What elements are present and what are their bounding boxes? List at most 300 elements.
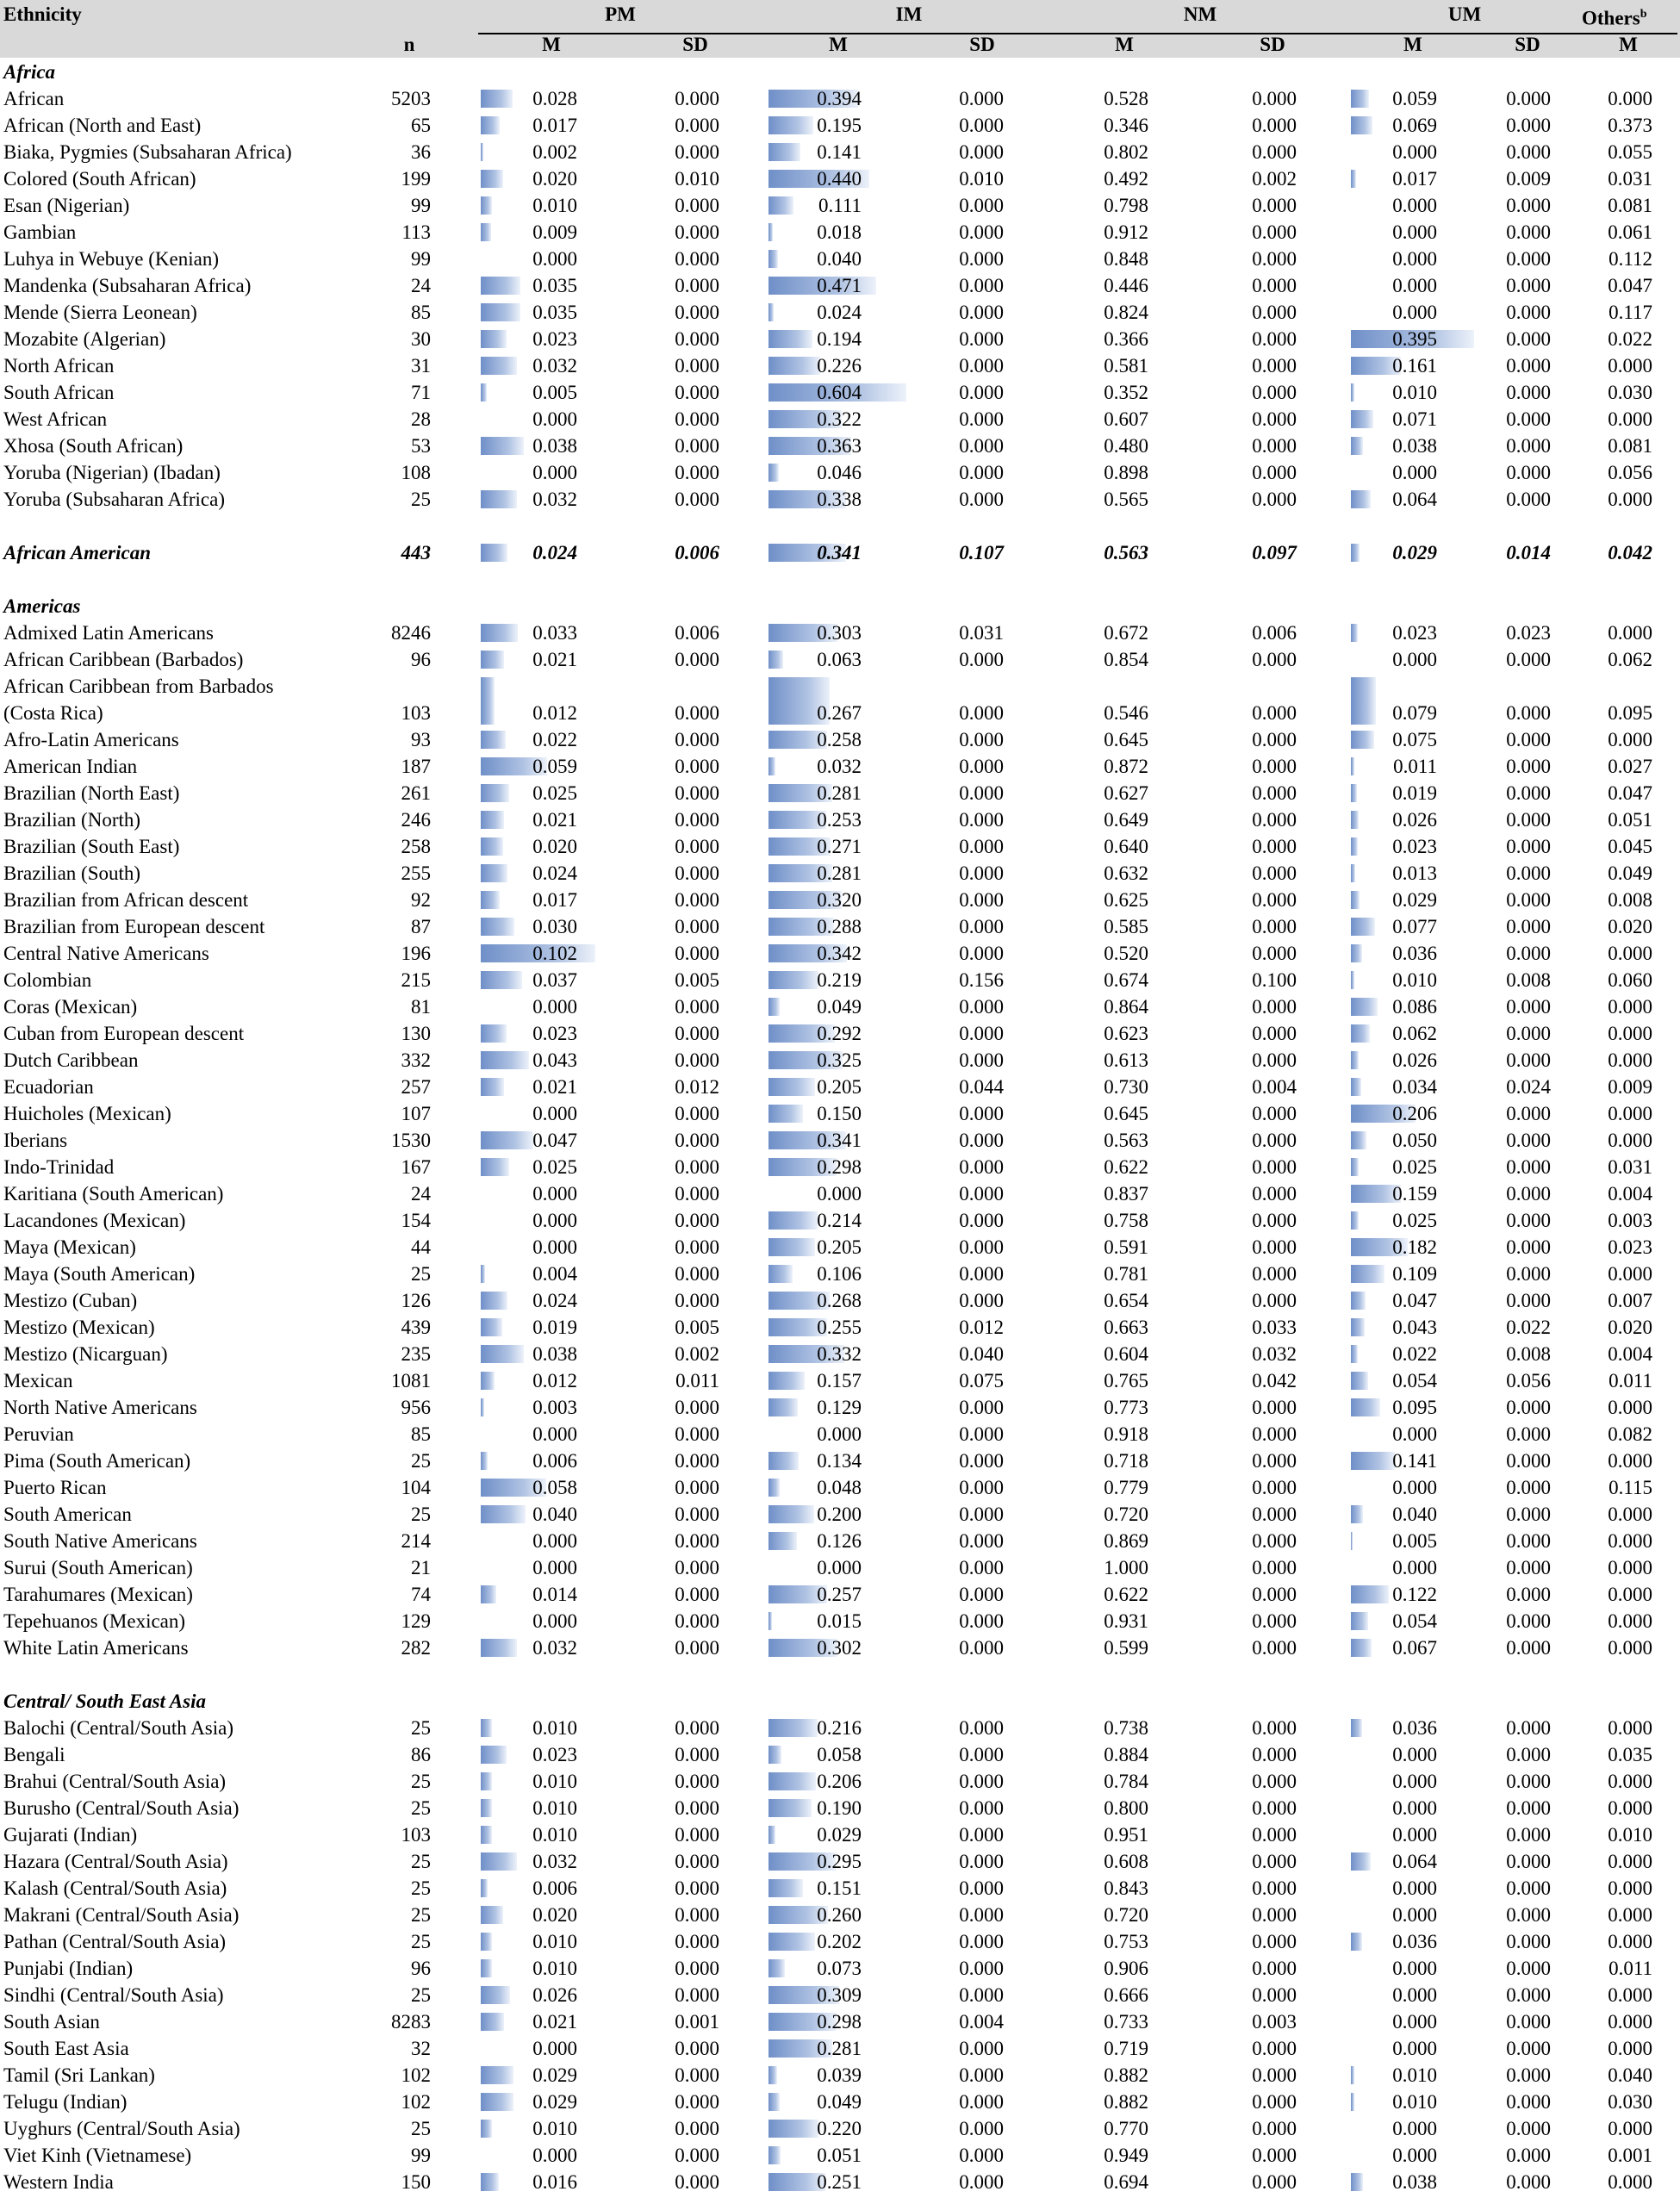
cell-pm-sd: 0.012 (675, 1076, 719, 1098)
row-label: Colored (South African) (3, 168, 196, 190)
cell-n: 99 (411, 248, 431, 270)
cell-im: 0.000 (817, 1423, 862, 1445)
header-um-sd: SD (1515, 34, 1540, 55)
cell-oth: 0.112 (1608, 248, 1652, 270)
cell-nm-sd: 0.000 (1252, 1263, 1297, 1285)
pm-bar (481, 1959, 492, 1977)
cell-pm-sd: 0.000 (675, 1504, 719, 1525)
cell-nm-sd: 0.000 (1252, 1210, 1297, 1231)
cell-um-sd: 0.000 (1506, 943, 1551, 964)
cell-nm-sd: 0.000 (1252, 889, 1297, 911)
cell-oth: 0.000 (1608, 1397, 1652, 1418)
cell-nm-sd: 0.000 (1252, 115, 1297, 136)
cell-n: 8246 (391, 622, 431, 644)
cell-im: 0.268 (817, 1290, 862, 1311)
cell-nm-sd: 0.000 (1252, 275, 1297, 296)
cell-pm-sd: 0.000 (675, 1530, 719, 1552)
cell-um-sd: 0.000 (1506, 1958, 1551, 1979)
cell-im-sd: 0.000 (959, 1210, 1004, 1231)
cell-oth: 0.000 (1608, 1557, 1652, 1578)
cell-oth: 0.020 (1608, 1317, 1652, 1338)
cell-um-sd: 0.000 (1506, 1103, 1551, 1124)
cell-n: 1081 (391, 1370, 431, 1392)
cell-pm: 0.000 (532, 1557, 577, 1578)
cell-nm-sd: 0.000 (1252, 809, 1297, 831)
cell-pm: 0.004 (532, 1263, 577, 1285)
im-bar (768, 2146, 781, 2164)
cell-oth: 0.000 (1608, 1797, 1652, 1819)
cell-pm: 0.032 (532, 1851, 577, 1872)
cell-im-sd: 0.012 (959, 1317, 1004, 1338)
cell-pm-sd: 0.000 (675, 382, 719, 403)
cell-um-sd: 0.000 (1506, 1263, 1551, 1285)
cell-nm-sd: 0.000 (1252, 1023, 1297, 1044)
um-bar (1351, 1051, 1359, 1069)
cell-pm-sd: 0.000 (675, 1584, 719, 1605)
cell-pm-sd: 0.000 (675, 2118, 719, 2139)
cell-im-sd: 0.040 (959, 1343, 1004, 1365)
cell-oth: 0.030 (1608, 2091, 1652, 2113)
cell-im-sd: 0.000 (959, 302, 1004, 323)
cell-n: 257 (401, 1076, 431, 1098)
cell-oth: 0.004 (1608, 1183, 1652, 1205)
cell-im-sd: 0.000 (959, 1049, 1004, 1071)
cell-nm-sd: 0.033 (1252, 1317, 1297, 1338)
cell-um: 0.022 (1392, 1343, 1437, 1365)
cell-oth: 0.000 (1608, 1450, 1652, 1472)
cell-im: 0.202 (817, 1931, 862, 1952)
cell-n: 167 (401, 1156, 431, 1178)
cell-n: 25 (411, 1851, 431, 1872)
cell-oth: 0.000 (1608, 1530, 1652, 1552)
cell-pm: 0.020 (532, 836, 577, 857)
cell-nm: 0.632 (1104, 862, 1148, 884)
cell-um-sd: 0.000 (1506, 1397, 1551, 1418)
pm-bar (481, 1265, 485, 1283)
cell-pm-sd: 0.000 (675, 355, 719, 377)
cell-pm-sd: 0.000 (675, 489, 719, 510)
cell-n: 25 (411, 1797, 431, 1819)
cell-um-sd: 0.000 (1506, 1584, 1551, 1605)
cell-n: 85 (411, 1423, 431, 1445)
cell-im: 0.200 (817, 1504, 862, 1525)
cell-oth: 0.008 (1608, 889, 1652, 911)
cell-im-sd: 0.075 (959, 1370, 1004, 1392)
cell-im-sd: 0.000 (959, 1824, 1004, 1846)
cell-pm: 0.000 (532, 462, 577, 483)
cell-pm: 0.010 (532, 1958, 577, 1979)
cell-pm-sd: 0.000 (675, 1984, 719, 2006)
cell-oth: 0.000 (1608, 1049, 1652, 1071)
row-label: Gujarati (Indian) (3, 1824, 138, 1846)
cell-pm: 0.026 (532, 1984, 577, 2006)
cell-um-sd: 0.000 (1506, 702, 1551, 724)
cell-oth: 0.117 (1608, 302, 1652, 323)
cell-um: 0.050 (1392, 1130, 1437, 1151)
cell-nm: 0.480 (1104, 435, 1148, 457)
cell-nm-sd: 0.042 (1252, 1370, 1297, 1392)
cell-nm-sd: 0.000 (1252, 1290, 1297, 1311)
cell-oth: 0.020 (1608, 916, 1652, 937)
cell-pm: 0.000 (532, 996, 577, 1018)
cell-n: 154 (401, 1210, 431, 1231)
row-label: Tarahumares (Mexican) (3, 1584, 193, 1605)
cell-im-sd: 0.000 (959, 729, 1004, 750)
cell-nm-sd: 0.000 (1252, 328, 1297, 350)
cell-nm: 0.625 (1104, 889, 1148, 911)
cell-nm: 0.585 (1104, 916, 1148, 937)
cell-pm-sd: 0.000 (675, 996, 719, 1018)
cell-nm-sd: 0.000 (1252, 1824, 1297, 1846)
cell-im: 0.190 (817, 1797, 862, 1819)
cell-um-sd: 0.000 (1506, 1931, 1551, 1952)
cell-nm: 0.720 (1104, 1504, 1148, 1525)
cell-oth: 0.055 (1608, 141, 1652, 163)
cell-nm-sd: 0.000 (1252, 1049, 1297, 1071)
cell-nm-sd: 0.000 (1252, 2145, 1297, 2166)
cell-um: 0.047 (1392, 1290, 1437, 1311)
cell-nm: 0.663 (1104, 1317, 1148, 1338)
cell-im: 0.048 (817, 1477, 862, 1498)
cell-pm: 0.014 (532, 1584, 577, 1605)
cell-um: 0.029 (1392, 889, 1437, 911)
cell-um-sd: 0.000 (1506, 1797, 1551, 1819)
cell-im: 0.281 (817, 862, 862, 884)
cell-im-sd: 0.044 (959, 1076, 1004, 1098)
cell-um-sd: 0.000 (1506, 1744, 1551, 1765)
cell-um: 0.000 (1392, 2145, 1437, 2166)
cell-n: 282 (401, 1637, 431, 1659)
cell-im: 0.341 (817, 542, 862, 563)
cell-um: 0.026 (1392, 809, 1437, 831)
cell-im: 0.253 (817, 809, 862, 831)
cell-pm: 0.003 (532, 1397, 577, 1418)
header-others-footnote: b (1640, 8, 1647, 21)
cell-um-sd: 0.000 (1506, 1504, 1551, 1525)
cell-um-sd: 0.000 (1506, 221, 1551, 243)
cell-im: 0.342 (817, 943, 862, 964)
cell-im: 0.332 (817, 1343, 862, 1365)
im-bar (768, 250, 778, 268)
cell-nm: 0.753 (1104, 1931, 1148, 1952)
cell-im-sd: 0.000 (959, 221, 1004, 243)
cell-im-sd: 0.000 (959, 996, 1004, 1018)
cell-um: 0.069 (1392, 115, 1437, 136)
row-label: Esan (Nigerian) (3, 195, 130, 216)
cell-um: 0.040 (1392, 1504, 1437, 1525)
cell-um-sd: 0.000 (1506, 1023, 1551, 1044)
cell-nm-sd: 0.000 (1252, 2038, 1297, 2059)
cell-im-sd: 0.000 (959, 1397, 1004, 1418)
cell-n: 5203 (391, 88, 431, 109)
cell-um-sd: 0.000 (1506, 2038, 1551, 2059)
cell-im: 0.049 (817, 2091, 862, 2113)
cell-im-sd: 0.000 (959, 1717, 1004, 1739)
cell-nm: 0.779 (1104, 1477, 1148, 1498)
cell-pm: 0.020 (532, 168, 577, 190)
cell-im-sd: 0.000 (959, 782, 1004, 804)
cell-n: 25 (411, 1771, 431, 1792)
cell-nm: 0.931 (1104, 1610, 1148, 1632)
cell-um: 0.059 (1392, 88, 1437, 109)
cell-um-sd: 0.022 (1506, 1317, 1551, 1338)
cell-um: 0.000 (1392, 221, 1437, 243)
cell-um: 0.025 (1392, 1210, 1437, 1231)
cell-oth: 0.000 (1608, 1904, 1652, 1926)
cell-pm: 0.000 (532, 1423, 577, 1445)
cell-im: 0.295 (817, 1851, 862, 1872)
row-label: Brazilian (South) (3, 862, 141, 884)
cell-pm: 0.016 (532, 2171, 577, 2193)
cell-pm: 0.006 (532, 1450, 577, 1472)
cell-nm-sd: 0.000 (1252, 141, 1297, 163)
cell-pm-sd: 0.000 (675, 1637, 719, 1659)
im-bar (768, 2066, 777, 2084)
cell-n: 150 (401, 2171, 431, 2193)
cell-im-sd: 0.000 (959, 489, 1004, 510)
cell-pm-sd: 0.000 (675, 649, 719, 670)
row-label: African (3, 88, 65, 109)
cell-pm-sd: 0.000 (675, 1824, 719, 1846)
cell-n: 25 (411, 1450, 431, 1472)
cell-um-sd: 0.000 (1506, 489, 1551, 510)
cell-um: 0.062 (1392, 1023, 1437, 1044)
cell-pm-sd: 0.000 (675, 2038, 719, 2059)
cell-pm-sd: 0.000 (675, 1450, 719, 1472)
cell-pm: 0.024 (532, 862, 577, 884)
cell-pm-sd: 0.000 (675, 1183, 719, 1205)
cell-pm-sd: 0.006 (675, 542, 719, 563)
cell-pm: 0.038 (532, 1343, 577, 1365)
cell-um: 0.000 (1392, 1958, 1437, 1979)
cell-n: 1530 (391, 1130, 431, 1151)
cell-nm-sd: 0.002 (1252, 168, 1297, 190)
cell-n: 25 (411, 489, 431, 510)
cell-um-sd: 0.000 (1506, 782, 1551, 804)
cell-pm-sd: 0.000 (675, 1156, 719, 1178)
cell-pm: 0.023 (532, 1023, 577, 1044)
cell-um: 0.095 (1392, 1397, 1437, 1418)
cell-um: 0.010 (1392, 382, 1437, 403)
cell-um: 0.079 (1392, 702, 1437, 724)
header-others-m: M (1619, 34, 1638, 55)
cell-oth: 0.042 (1608, 542, 1652, 563)
cell-um-sd: 0.000 (1506, 1450, 1551, 1472)
cell-pm: 0.009 (532, 221, 577, 243)
cell-pm-sd: 0.006 (675, 622, 719, 644)
cell-pm-sd: 0.000 (675, 1610, 719, 1632)
row-label: Luhya in Webuye (Kenian) (3, 248, 220, 270)
cell-pm-sd: 0.000 (675, 1931, 719, 1952)
row-label: African Caribbean from Barbados (3, 676, 274, 697)
cell-n: 103 (401, 1824, 431, 1846)
cell-pm-sd: 0.000 (675, 1023, 719, 1044)
cell-im-sd: 0.000 (959, 1771, 1004, 1792)
cell-n: 255 (401, 862, 431, 884)
um-bar (1351, 971, 1354, 989)
cell-nm: 0.492 (1104, 168, 1148, 190)
cell-im-sd: 0.000 (959, 2171, 1004, 2193)
cell-pm-sd: 0.000 (675, 88, 719, 109)
cell-nm-sd: 0.000 (1252, 1130, 1297, 1151)
cell-oth: 0.081 (1608, 435, 1652, 457)
cell-n: 85 (411, 302, 431, 323)
cell-n: 24 (411, 1183, 431, 1205)
cell-im-sd: 0.000 (959, 141, 1004, 163)
im-bar (768, 303, 774, 321)
cell-im-sd: 0.000 (959, 1984, 1004, 2006)
row-label: South Native Americans (3, 1530, 197, 1552)
cell-nm: 0.645 (1104, 729, 1148, 750)
cell-um-sd: 0.023 (1506, 622, 1551, 644)
cell-oth: 0.000 (1608, 1130, 1652, 1151)
cell-im-sd: 0.000 (959, 1584, 1004, 1605)
cell-im-sd: 0.000 (959, 1958, 1004, 1979)
cell-um-sd: 0.056 (1506, 1370, 1551, 1392)
cell-im: 0.255 (817, 1317, 862, 1338)
row-label: Viet Kinh (Vietnamese) (3, 2145, 192, 2166)
cell-pm: 0.024 (532, 542, 577, 563)
cell-nm-sd: 0.000 (1252, 996, 1297, 1018)
cell-oth: 0.000 (1608, 1931, 1652, 1952)
cell-n: 113 (401, 221, 431, 243)
cell-n: 93 (411, 729, 431, 750)
cell-pm-sd: 0.000 (675, 889, 719, 911)
cell-pm: 0.000 (532, 248, 577, 270)
cell-nm: 0.613 (1104, 1049, 1148, 1071)
row-label: Afro-Latin Americans (3, 729, 179, 750)
row-label: Puerto Rican (3, 1477, 107, 1498)
cell-pm: 0.040 (532, 1504, 577, 1525)
cell-um: 0.000 (1392, 1557, 1437, 1578)
cell-nm-sd: 0.000 (1252, 462, 1297, 483)
cell-um-sd: 0.000 (1506, 115, 1551, 136)
cell-pm-sd: 0.000 (675, 836, 719, 857)
cell-im-sd: 0.000 (959, 1530, 1004, 1552)
cell-im: 0.298 (817, 2011, 862, 2033)
cell-um: 0.077 (1392, 916, 1437, 937)
cell-im: 0.141 (817, 141, 862, 163)
cell-um: 0.025 (1392, 1156, 1437, 1178)
cell-um: 0.054 (1392, 1610, 1437, 1632)
cell-nm: 0.446 (1104, 275, 1148, 296)
cell-pm-sd: 0.010 (675, 168, 719, 190)
pm-bar (481, 143, 483, 161)
cell-oth: 0.000 (1608, 1610, 1652, 1632)
im-bar (768, 757, 775, 775)
cell-im-sd: 0.000 (959, 1610, 1004, 1632)
cell-um: 0.000 (1392, 1824, 1437, 1846)
cell-oth: 0.000 (1608, 1717, 1652, 1739)
cell-n: 96 (411, 649, 431, 670)
cell-n: 25 (411, 1931, 431, 1952)
cell-um: 0.067 (1392, 1637, 1437, 1659)
cell-oth: 0.051 (1608, 809, 1652, 831)
cell-nm: 0.884 (1104, 1744, 1148, 1765)
row-label: Admixed Latin Americans (3, 622, 214, 644)
cell-oth: 0.049 (1608, 862, 1652, 884)
cell-im: 0.111 (818, 195, 862, 216)
cell-oth: 0.035 (1608, 1744, 1652, 1765)
cell-pm: 0.000 (532, 2145, 577, 2166)
cell-pm: 0.032 (532, 489, 577, 510)
cell-nm: 0.918 (1104, 1423, 1148, 1445)
cell-um: 0.141 (1392, 1450, 1437, 1472)
cell-nm-sd: 0.006 (1252, 622, 1297, 644)
cell-pm: 0.017 (532, 115, 577, 136)
cell-nm: 0.649 (1104, 809, 1148, 831)
cell-im: 0.018 (817, 221, 862, 243)
row-label: Cuban from European descent (3, 1023, 245, 1044)
cell-oth: 0.000 (1608, 2118, 1652, 2139)
cell-n: 102 (401, 2091, 431, 2113)
cell-nm-sd: 0.000 (1252, 1103, 1297, 1124)
header-um: UM (1447, 3, 1482, 25)
cell-n: 53 (411, 435, 431, 457)
cell-nm-sd: 0.000 (1252, 782, 1297, 804)
cell-oth: 0.000 (1608, 1877, 1652, 1899)
cell-im-sd: 0.000 (959, 382, 1004, 403)
cell-nm: 0.581 (1104, 355, 1148, 377)
cell-pm: 0.030 (532, 916, 577, 937)
row-label: North Native Americans (3, 1397, 197, 1418)
row-label: Dutch Caribbean (3, 1049, 139, 1071)
cell-pm: 0.006 (532, 1877, 577, 1899)
row-label: Peruvian (3, 1423, 74, 1445)
cell-um: 0.000 (1392, 1877, 1437, 1899)
header-n: n (403, 34, 415, 55)
pm-bar (481, 1398, 484, 1416)
pm-bar (481, 1372, 495, 1390)
cell-im-sd: 0.000 (959, 115, 1004, 136)
cell-n: 25 (411, 1263, 431, 1285)
cell-nm: 0.864 (1104, 996, 1148, 1018)
cell-oth: 0.007 (1608, 1290, 1652, 1311)
cell-nm-sd: 0.000 (1252, 489, 1297, 510)
cell-im: 0.214 (817, 1210, 862, 1231)
pm-bar (481, 383, 487, 402)
cell-um: 0.075 (1392, 729, 1437, 750)
cell-nm: 0.837 (1104, 1183, 1148, 1205)
cell-im: 0.049 (817, 996, 862, 1018)
cell-nm: 0.623 (1104, 1023, 1148, 1044)
cell-oth: 0.000 (1608, 943, 1652, 964)
um-bar (1351, 170, 1356, 188)
cell-um-sd: 0.000 (1506, 836, 1551, 857)
row-label: South East Asia (3, 2038, 129, 2059)
cell-um: 0.000 (1392, 195, 1437, 216)
cell-nm: 0.563 (1104, 542, 1148, 563)
cell-im: 0.151 (817, 1877, 862, 1899)
cell-n: 25 (411, 1504, 431, 1525)
cell-nm-sd: 0.000 (1252, 2171, 1297, 2193)
cell-im: 0.341 (817, 1130, 862, 1151)
cell-um: 0.086 (1392, 996, 1437, 1018)
pm-bar (481, 1933, 492, 1951)
cell-pm: 0.000 (532, 1183, 577, 1205)
cell-nm: 0.869 (1104, 1530, 1148, 1552)
cell-im: 0.150 (817, 1103, 862, 1124)
cell-nm: 0.694 (1104, 2171, 1148, 2193)
cell-im-sd: 0.000 (959, 809, 1004, 831)
cell-um-sd: 0.000 (1506, 328, 1551, 350)
cell-pm-sd: 0.000 (675, 1263, 719, 1285)
row-label: North African (3, 355, 115, 377)
um-bar (1351, 891, 1360, 909)
cell-im: 0.302 (817, 1637, 862, 1659)
cell-nm: 0.798 (1104, 195, 1148, 216)
cell-nm-sd: 0.000 (1252, 1236, 1297, 1258)
